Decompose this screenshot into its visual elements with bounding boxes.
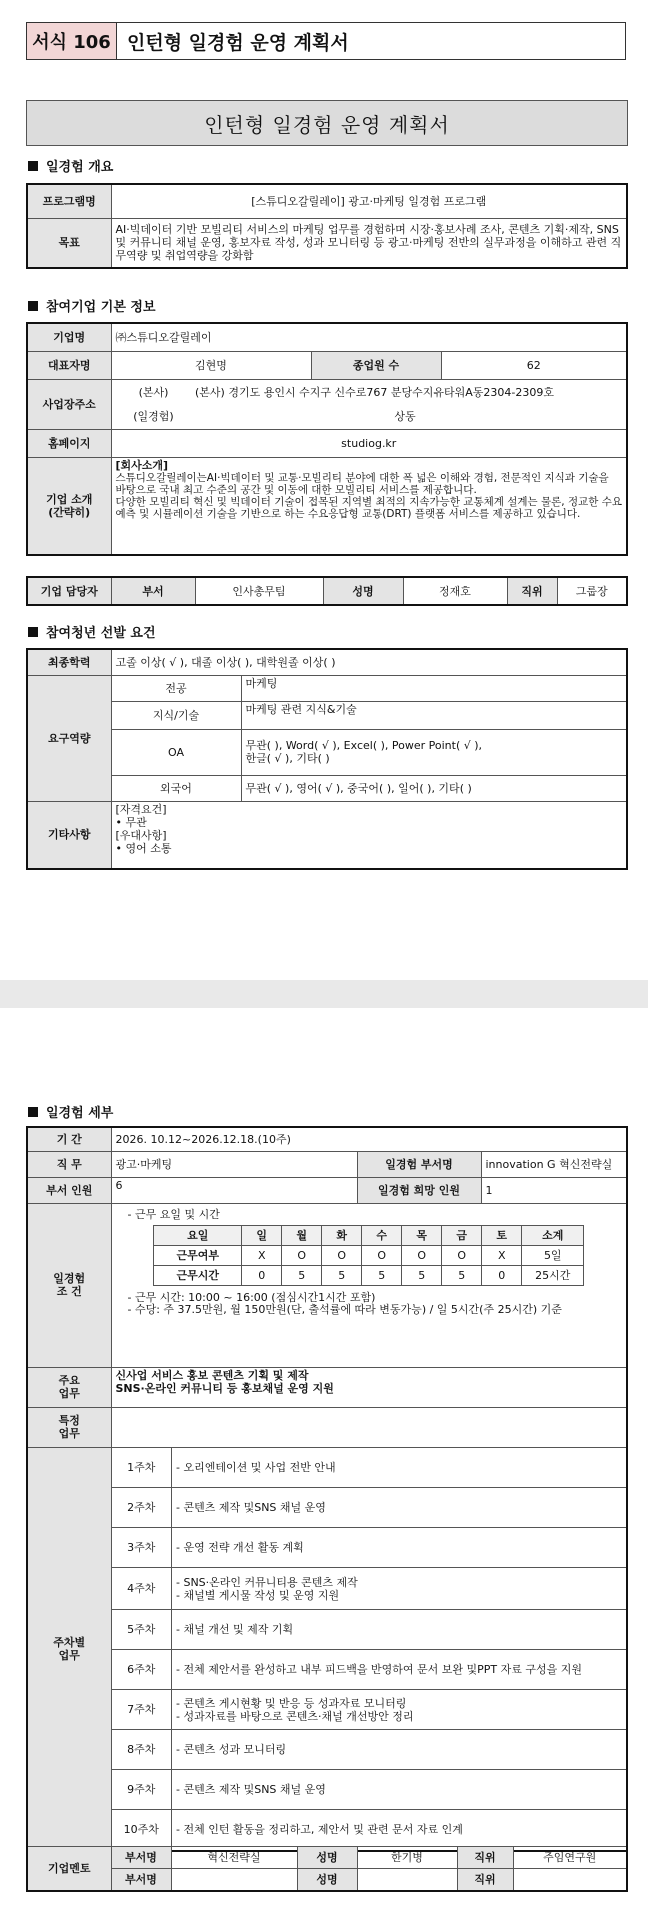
schedule-header: 토 <box>482 1225 522 1245</box>
contact-name-label: 성명 <box>323 577 403 605</box>
week-task: - 전체 제안서를 완성하고 내부 피드백을 반영하여 문서 보완 및PPT 자료 구성을 지원 <box>172 1650 627 1690</box>
homepage-value: studiog.kr <box>111 429 627 457</box>
mentor1-pos-label: 직위 <box>457 1847 513 1869</box>
homepage-label: 홈페이지 <box>27 429 111 457</box>
weekly-table <box>112 1448 627 1850</box>
hq-label: (본사) <box>138 385 169 399</box>
intro-value: 스튜디오갈릴레이는AI·빅데이터 및 교통·모빌리티 분야에 대한 폭 넓은 이해와 경험, 전문적인 지식과 기술을 바탕으로 국내 최고 수준의 공간 및 이동에 대한 모빌리티 서비스를 제공합니다. 다양한 모빌리티 혁신 및 빅데이터 기술이 접목된 지역별 최적의 지속가능한 교통체계 설계는 물론, 정교한 수요예측 및 시뮬레이션 기술을 기반으로 하는 수요응답형 교통(DRT) 플랫폼 서비스를 제공하고 있습니다. <box>115 471 622 520</box>
week-row <box>112 1488 627 1528</box>
week-task: - 채널 개선 및 제작 기획 <box>172 1610 627 1650</box>
weekly-cell <box>111 1447 627 1851</box>
schedule-header: 금 <box>442 1225 482 1245</box>
major-label: 전공 <box>111 675 241 701</box>
mentor1-name-label: 성명 <box>297 1847 357 1869</box>
schedule-header: 수 <box>362 1225 402 1245</box>
site-label: (일경험) <box>133 410 174 424</box>
edu-label: 최종학력 <box>27 649 111 675</box>
section-company-heading: 참여기업 기본 정보 <box>28 296 156 315</box>
week-label: 2주차 <box>112 1488 172 1528</box>
address-label: 사업장주소 <box>27 379 111 429</box>
schedule-header: 월 <box>282 1225 322 1245</box>
schedule-cell: 5 <box>322 1265 362 1285</box>
schedule-cell: 근무시간 <box>154 1265 242 1285</box>
mentor2-name-label: 성명 <box>297 1869 357 1891</box>
condition-label: 일경험 조 건 <box>27 1203 111 1367</box>
schedule-cell: O <box>282 1245 322 1265</box>
ceo-label: 대표자명 <box>27 351 111 379</box>
schedule-cell: 5 <box>402 1265 442 1285</box>
dept-value: innovation G 혁신전략실 <box>481 1151 627 1177</box>
details-table <box>26 1126 628 1852</box>
week-label: 6주차 <box>112 1650 172 1690</box>
week-row <box>112 1690 627 1730</box>
week-label: 9주차 <box>112 1770 172 1810</box>
schedule-cell: 5 <box>362 1265 402 1285</box>
week-row <box>112 1730 627 1770</box>
job-value: 광고·마케팅 <box>111 1151 357 1177</box>
week-row <box>112 1528 627 1568</box>
week-row <box>112 1568 627 1610</box>
program-label: 프로그램명 <box>27 184 111 218</box>
contact-position-value: 그룹장 <box>557 577 627 605</box>
form-number: 서식 106 <box>27 23 117 59</box>
weekly-label: 주차별 업무 <box>27 1447 111 1851</box>
schedule-header: 화 <box>322 1225 362 1245</box>
schedule-cell: O <box>442 1245 482 1265</box>
company-value: ㈜스튜디오갈릴레이 <box>111 323 627 351</box>
staff-label: 부서 인원 <box>27 1177 111 1203</box>
week-task: - 콘텐츠 게시현황 및 반응 등 성과자료 모니터링 - 성과자료를 바탕으로 콘텐츠·채널 개선방안 정리 <box>172 1690 627 1730</box>
intro-cell <box>111 457 627 555</box>
week-label: 4주차 <box>112 1568 172 1610</box>
section-details-heading: 일경험 세부 <box>28 1102 113 1121</box>
requirements-table <box>26 648 628 870</box>
condition-cell <box>111 1203 627 1367</box>
site-value: 상동 <box>394 410 416 424</box>
special-task-label: 특정 업무 <box>27 1407 111 1447</box>
schedule-header-row <box>154 1225 584 1245</box>
schedule-header: 일 <box>242 1225 282 1245</box>
hq-address-row <box>111 379 627 405</box>
period-value: 2026. 10.12~2026.12.18.(10주) <box>111 1127 627 1151</box>
page-gap <box>0 980 648 1008</box>
schedule-header: 소계 <box>522 1225 584 1245</box>
lang-label: 외국어 <box>111 775 241 801</box>
schedule-cell: X <box>242 1245 282 1265</box>
staff-value: 6 <box>111 1177 357 1203</box>
schedule-cell: 근무여부 <box>154 1245 242 1265</box>
contact-table <box>26 576 628 606</box>
week-row <box>112 1770 627 1810</box>
contact-dept-value: 인사총무팀 <box>195 577 323 605</box>
dept-label: 일경험 부서명 <box>357 1151 481 1177</box>
etc-label: 기타사항 <box>27 801 111 869</box>
section-requirements-heading: 참여청년 선발 요건 <box>28 622 156 641</box>
oa-value: 무관( ), Word( √ ), Excel( ), Power Point( √ ), 한글( √ ), 기타( ) <box>241 729 627 775</box>
hope-label: 일경험 희망 인원 <box>357 1177 481 1203</box>
schedule-table <box>153 1225 584 1286</box>
schedule-cell: 25시간 <box>522 1265 584 1285</box>
skill-label: 지식/기술 <box>111 701 241 729</box>
goal-value: AI·빅데이터 기반 모빌리티 서비스의 마케팅 업무를 경험하며 시장·홍보사례 조사, 콘텐츠 기획·제작, SNS 및 커뮤니티 채널 운영, 홍보자료 작성, 성과 모니터링 등 광고·마케팅 전반의 실무과정을 이해하고 관련 직무역량 및 취업역량을 강화함 <box>111 218 627 268</box>
company-table <box>26 322 628 556</box>
mentor1-pos-value: 주임연구원 <box>513 1847 627 1869</box>
mentor2-dept-value <box>171 1869 297 1891</box>
ceo-value: 김현명 <box>111 351 311 379</box>
intro-heading: [회사소개] <box>115 458 169 472</box>
mentor1-dept-label: 부서명 <box>111 1847 171 1869</box>
lang-value: 무관( √ ), 영어( √ ), 중국어( ), 일어( ), 기타( ) <box>241 775 627 801</box>
mentor2-pos-label: 직위 <box>457 1869 513 1891</box>
mentor1-name-value: 한기병 <box>357 1847 457 1869</box>
employees-value: 62 <box>441 351 627 379</box>
square-bullet-icon <box>28 627 38 637</box>
contact-name-value: 정재호 <box>403 577 507 605</box>
week-task: - 콘텐츠 성과 모니터링 <box>172 1730 627 1770</box>
job-label: 직 무 <box>27 1151 111 1177</box>
week-label: 3주차 <box>112 1528 172 1568</box>
week-task: - 전체 인턴 활동을 정리하고, 제안서 및 관련 문서 자료 인계 <box>172 1810 627 1850</box>
schedule-cell: O <box>322 1245 362 1265</box>
intro-label: 기업 소개 (간략히) <box>27 457 111 555</box>
site-address-row <box>111 405 627 429</box>
week-row <box>112 1448 627 1488</box>
week-task: - 운영 전략 개선 활동 계획 <box>172 1528 627 1568</box>
oa-label: OA <box>111 729 241 775</box>
week-task: - 콘텐츠 제작 및SNS 채널 운영 <box>172 1770 627 1810</box>
special-task-value <box>111 1407 627 1447</box>
schedule-header: 요일 <box>154 1225 242 1245</box>
condition-intro: - 근무 요일 및 시간 <box>127 1207 220 1221</box>
week-label: 7주차 <box>112 1690 172 1730</box>
section-overview-heading: 일경험 개요 <box>28 156 113 175</box>
schedule-cell: O <box>362 1245 402 1265</box>
main-task-label: 주요 업무 <box>27 1367 111 1407</box>
goal-label: 목표 <box>27 218 111 268</box>
mentor-table <box>26 1846 628 1892</box>
schedule-cell: O <box>402 1245 442 1265</box>
contact-dept-label: 부서 <box>111 577 195 605</box>
schedule-cell: 0 <box>482 1265 522 1285</box>
week-task: - SNS·온라인 커뮤니티용 콘텐츠 제작 - 채널별 게시물 작성 및 운영 지원 <box>172 1568 627 1610</box>
square-bullet-icon <box>28 1107 38 1117</box>
week-row <box>112 1610 627 1650</box>
schedule-cell: 5 <box>442 1265 482 1285</box>
week-label: 5주차 <box>112 1610 172 1650</box>
mentor1-dept-value: 혁신전략실 <box>171 1847 297 1869</box>
week-row <box>112 1650 627 1690</box>
document-title: 인턴형 일경험 운영 계획서 <box>26 100 628 146</box>
edu-value: 고졸 이상( √ ), 대졸 이상( ), 대학원졸 이상( ) <box>111 649 627 675</box>
mentor2-pos-value <box>513 1869 627 1891</box>
major-value: 마케팅 <box>241 675 627 701</box>
employees-label: 종업원 수 <box>311 351 441 379</box>
page-2 <box>0 1008 648 1908</box>
mentor-label: 기업멘토 <box>27 1847 111 1891</box>
schedule-row-hours <box>154 1265 584 1285</box>
schedule-cell: 5일 <box>522 1245 584 1265</box>
week-label: 1주차 <box>112 1448 172 1488</box>
contact-label: 기업 담당자 <box>27 577 111 605</box>
period-label: 기 간 <box>27 1127 111 1151</box>
mentor2-dept-label: 부서명 <box>111 1869 171 1891</box>
competency-label: 요구역량 <box>27 675 111 801</box>
week-task: - 콘텐츠 제작 및SNS 채널 운영 <box>172 1488 627 1528</box>
week-task: - 오리엔테이션 및 사업 전반 안내 <box>172 1448 627 1488</box>
overview-table <box>26 183 628 269</box>
week-row <box>112 1810 627 1850</box>
square-bullet-icon <box>28 301 38 311</box>
program-value: [스튜디오갈릴레이] 광고·마케팅 일경험 프로그램 <box>111 184 627 218</box>
company-label: 기업명 <box>27 323 111 351</box>
week-label: 8주차 <box>112 1730 172 1770</box>
main-task-value: 신사업 서비스 홍보 콘텐츠 기획 및 제작 SNS·온라인 커뮤니티 등 홍보채널 운영 지원 <box>111 1367 627 1407</box>
hq-value: (본사) 경기도 용인시 수지구 신수로767 분당수지유타워A동2304-2309호 <box>195 385 554 399</box>
etc-value: [자격요건] • 무관 [우대사항] • 영어 소통 <box>111 801 627 869</box>
hope-value: 1 <box>481 1177 627 1203</box>
condition-notes: - 근무 시간: 10:00 ~ 16:00 (점심시간1시간 포함) - 수당: 주 37.5만원, 월 150만원(단, 출석률에 따라 변동가능) / 일 5시간(주 25시간) 기준 <box>127 1290 562 1316</box>
week-label: 10주차 <box>112 1810 172 1850</box>
mentor2-name-value <box>357 1869 457 1891</box>
contact-position-label: 직위 <box>507 577 557 605</box>
square-bullet-icon <box>28 161 38 171</box>
schedule-cell: X <box>482 1245 522 1265</box>
skill-value: 마케팅 관련 지식&기술 <box>241 701 627 729</box>
schedule-cell: 0 <box>242 1265 282 1285</box>
schedule-row-workdays <box>154 1245 584 1265</box>
schedule-header: 목 <box>402 1225 442 1245</box>
form-title: 인턴형 일경험 운영 계획서 <box>127 31 349 54</box>
form-title-bar <box>26 22 626 60</box>
schedule-cell: 5 <box>282 1265 322 1285</box>
